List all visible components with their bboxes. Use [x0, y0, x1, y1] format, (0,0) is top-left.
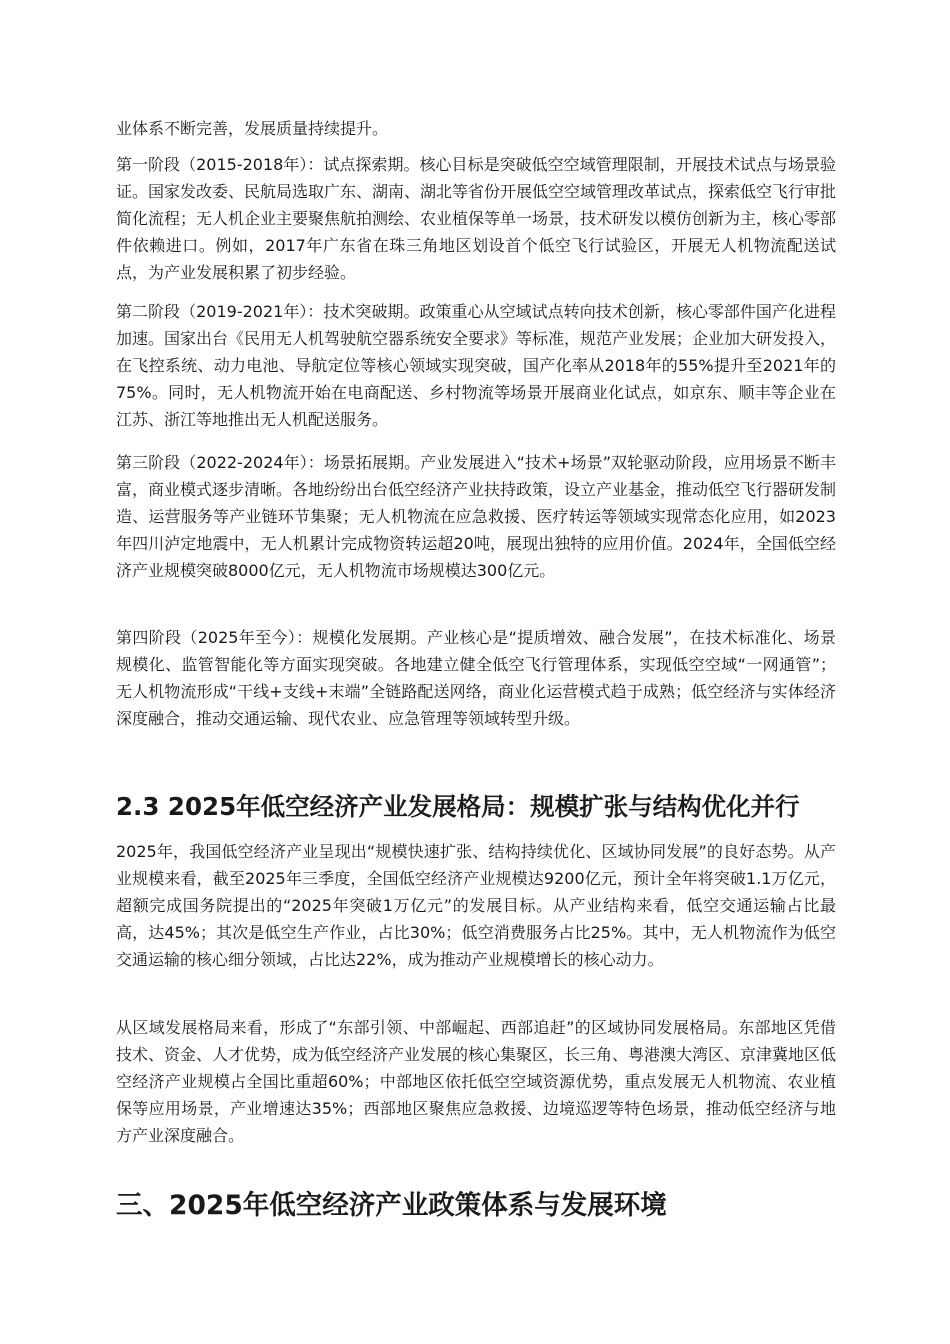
chapter-heading-3: 三、2025年低空经济产业政策体系与发展环境	[116, 1190, 667, 1221]
paragraph-regional-pattern: 从区域发展格局来看，形成了“东部引领、中部崛起、西部追赶”的区域协同发展格局。东部地区凭借技术、资金、人才优势，成为低空经济产业发展的核心集聚区，长三角、粤港澳大湾区、京津冀地区低空经济产业规模占全国比重超60%；中部地区依托低空空域资源优势，重点发展无人机物流、农业植保等应用场景，产业增速达35%；西部地区聚焦应急救援、边境巡逻等特色场景，推动低空经济与地方产业深度融合。	[116, 1018, 837, 1145]
paragraph-stage-3: 第三阶段（2022-2024年）：场景拓展期。产业发展进入“技术+场景”双轮驱动阶段，应用场景不断丰富，商业模式逐步清晰。各地纷纷出台低空经济产业扶持政策，设立产业基金，推动低空飞行器研发制造、运营服务等产业链环节集聚；无人机物流在应急救援、医疗转运等领域实现常态化应用，如2023年四川泸定地震中，无人机累计完成物资转运超20吨，展现出独特的应用价值。2024年，全国低空经济产业规模突破8000亿元，无人机物流市场规模达300亿元。	[116, 453, 837, 580]
paragraph-industry-scale: 2025年，我国低空经济产业呈现出“规模快速扩张、结构持续优化、区域协同发展”的良好态势。从产业规模来看，截至2025年三季度，全国低空经济产业规模达9200亿元，预计全年将突破1.1万亿元，超额完成国务院提出的“2025年突破1万亿元”的发展目标。从产业结构来看，低空交通运输占比最高，达45%；其次是低空生产作业，占比30%；低空消费服务占比25%。其中，无人机物流作为低空交通运输的核心细分领域，占比达22%，成为推动产业规模增长的核心动力。	[116, 842, 836, 969]
section-heading-2-3: 2.3 2025年低空经济产业发展格局：规模扩张与结构优化并行	[116, 792, 800, 821]
paragraph-intro-tail: 业体系不断完善，发展质量持续提升。	[116, 119, 389, 138]
paragraph-stage-4: 第四阶段（2025年至今）：规模化发展期。产业核心是“提质增效、融合发展”，在技术标准化、场景规模化、监管智能化等方面实现突破。各地建立健全低空飞行管理体系，实现低空空域“一网通管”；无人机物流形成“干线+支线+末端”全链路配送网络，商业化运营模式趋于成熟；低空经济与实体经济深度融合，推动交通运输、现代农业、应急管理等领域转型升级。	[116, 628, 836, 728]
paragraph-stage-2: 第二阶段（2019-2021年）：技术突破期。政策重心从空域试点转向技术创新，核心零部件国产化进程加速。国家出台《民用无人机驾驶航空器系统安全要求》等标准，规范产业发展；企业加大研发投入，在飞控系统、动力电池、导航定位等核心领域实现突破，国产化率从2018年的55%提升至2021年的75%。同时，无人机物流开始在电商配送、乡村物流等场景开展商业化试点，如京东、顺丰等企业在江苏、浙江等地推出无人机配送服务。	[116, 302, 837, 429]
paragraph-stage-1: 第一阶段（2015-2018年）：试点探索期。核心目标是突破低空空域管理限制，开展技术试点与场景验证。国家发改委、民航局选取广东、湖南、湖北等省份开展低空空域管理改革试点，探索低空飞行审批简化流程；无人机企业主要聚焦航拍测绘、农业植保等单一场景，技术研发以模仿创新为主，核心零部件依赖进口。例如，2017年广东省在珠三角地区划设首个低空飞行试验区，开展无人机物流配送试点，为产业发展积累了初步经验。	[116, 155, 837, 282]
